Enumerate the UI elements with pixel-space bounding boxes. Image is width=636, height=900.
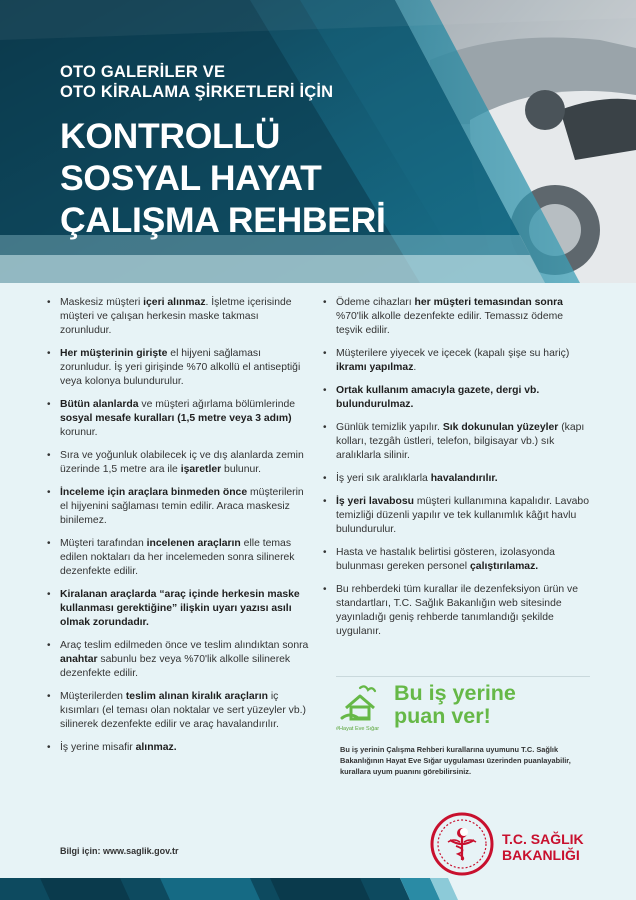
rule-text: Müşterilere yiyecek ve içecek (kapalı şişe su hariç) [336,348,570,359]
rule-text: Müşteri tarafından [60,538,147,549]
campaign-description: Bu iş yerinin Çalışma Rehberi kurallarına uyumunu T.C. Sağlık Bakanlığının Hayat Eve Sığar uygulaması üzerinden puanlayabilir, kurallara uyum puanını görebilirsiniz. [340,745,571,776]
rule-item [46,537,312,579]
rule-item [46,486,312,528]
rule-text: Hasta ve hastalık belirtisi gösteren, izolasyonda bulunması gereken personel [336,547,555,572]
campaign-header [336,676,590,732]
bullet-icon: • [47,640,51,651]
rule-item [322,583,592,639]
rule-text-bold: İnceleme için araçlara binmeden önce [60,487,248,498]
rule-text-bold: Her müşterinin girişte [60,348,168,359]
ministry-name-line-1: T.C. SAĞLIK [502,831,584,847]
rule-text-bold: içeri alınmaz [143,297,206,308]
header-text-block [60,62,440,241]
rule-text: (kapı kolları, tezgâh üstleri, telefon, bilgisayar vb.) sık aralıklarla silinir. [336,422,585,461]
rule-text-bold: ikramı yapılmaz [336,362,414,373]
logo-caption: #Hayat Eve Sığar [336,726,380,732]
rule-item [322,347,592,375]
bullet-icon: • [47,348,51,359]
rule-text-bold: her müşteri temasından sonra [414,297,563,308]
bullet-icon: • [323,385,327,396]
bullet-icon: • [323,473,327,484]
title-line-3: ÇALIŞMA REHBERİ [60,200,386,240]
rule-text-bold: alınmaz. [135,742,177,753]
rule-text: Araç teslim edilmeden önce ve teslim alındıktan sonra [60,640,309,651]
rule-text-bold: sosyal mesafe kuralları (1,5 metre veya 3 adım) [60,413,292,424]
campaign-slogan [394,682,516,728]
rule-text: . [413,362,417,373]
bullet-icon: • [47,487,51,498]
bullet-icon: • [47,297,51,308]
rule-text-bold: anahtar [60,654,98,665]
rule-text: . İşletme içerisinde müşteri ve çalışan herkesin maske takması zorunludur. [60,297,292,336]
rule-item [322,421,592,463]
rule-text: sabunlu bez veya %70'lik alkolle silinerek dezenfekte edilir. [60,654,291,679]
ministry-name-line-2: BAKANLIĞI [502,847,580,863]
bullet-icon: • [47,691,51,702]
rule-text: bulunur. [221,464,262,475]
subtitle-line-1: OTO GALERİLER VE [60,63,226,81]
rule-text: ve müşteri ağırlama bölümlerinde [138,399,296,410]
rule-text: Sıra ve yoğunluk olabilecek iç ve dış alanlarda zemin üzerinde 1,5 metre ara ile [60,450,304,475]
rule-text: iç kısımları (el teması olan noktalar ve sert yüzeyler vb.) silinerek dezenfekte edilir ve araç havalandırılır. [60,691,306,730]
rule-item [46,296,312,338]
bullet-icon: • [323,348,327,359]
slogan-line-1: Bu iş yerine [394,681,516,705]
rule-text-bold: Ortak kullanım amacıyla gazete, dergi vb. bulundurulmaz. [336,385,540,410]
rule-text-bold: Bütün alanlarda [60,399,139,410]
rule-text: müşterilerin el hijyenini sağlaması temin edilir. Araca maskesiz binilemez. [60,487,304,526]
bullet-icon: • [323,584,327,595]
rule-text-bold: Sık dokunulan yüzeyler [442,422,559,433]
rules-right-column [322,296,592,648]
rating-campaign-box [336,676,590,777]
bullet-icon: • [323,547,327,558]
bullet-icon: • [47,742,51,753]
bullet-icon: • [47,589,51,600]
rules-left-column [46,296,312,764]
footer-decorative-stripes [0,878,636,900]
rule-text: İş yerine misafir [60,742,136,753]
info-website-link[interactable]: Bilgi için: www.saglik.gov.tr [60,846,179,856]
hayat-eve-sigar-logo-icon [338,682,382,726]
rule-item [46,690,312,732]
rule-text-bold: Kiralanan araçlarda “araç içinde herkesin maske kullanması gerektiğine” ilişkin uyarı yazısı asılı olmak zorundadır. [60,589,300,628]
ministry-name [502,831,612,863]
title-line-1: KONTROLLÜ [60,116,281,156]
bullet-icon: • [323,496,327,507]
rule-text-bold: teslim alınan kiralık araçların [125,691,268,702]
rule-text-bold: incelenen araçların [146,538,241,549]
bullet-icon: • [47,450,51,461]
rule-item [46,741,312,755]
rule-text: Maskesiz müşteri [60,297,144,308]
header-subtitle [60,62,440,102]
rule-text: İş yeri sık aralıklarla [336,473,431,484]
poster-header [0,0,636,283]
rule-item [46,449,312,477]
bullet-icon: • [47,399,51,410]
rule-item [322,495,592,537]
bullet-icon: • [323,297,327,308]
page-title [60,115,440,241]
slogan-line-2: puan ver! [394,704,491,728]
rule-item [46,398,312,440]
subtitle-line-2: OTO KİRALAMA ŞİRKETLERİ İÇİN [60,83,334,101]
rule-item [46,347,312,389]
rule-item [46,639,312,681]
rule-text: el hijyeni sağlaması zorunludur. İş yeri girişinde %70 alkollü el antiseptiği veya kolonya bulundurulur. [60,348,301,387]
rule-item [46,588,312,630]
rule-text-bold: çalıştırılamaz. [470,561,539,572]
rule-item [322,472,592,486]
rule-item [322,384,592,412]
rule-text-bold: işaretler [180,464,222,475]
rule-text: elle temas edilen noktaları da her incelemeden sonra silinerek dezenfekte edilir. [60,538,295,577]
rule-text: müşteri kullanımına kapalıdır. Lavabo temizliği düzenli yapılır ve tek kullanımlık kâğıt havlu bulundurulur. [336,496,589,535]
bullet-icon: • [323,422,327,433]
rule-text-bold: havalandırılır. [430,473,498,484]
rule-text-bold: İş yeri lavabosu [336,496,414,507]
rule-text: Ödeme cihazları [336,297,415,308]
rule-text: Günlük temizlik yapılır. [336,422,443,433]
rule-item [322,546,592,574]
ministry-emblem-icon [430,812,494,876]
rule-text: Müşterilerden [60,691,126,702]
rule-item [322,296,592,338]
title-line-2: SOSYAL HAYAT [60,158,322,198]
rule-text: Bu rehberdeki tüm kurallar ile dezenfeksiyon ürün ve standartları, T.C. Sağlık Bakanlığın web sitesinde yayınladığı geniş rehberde tanımlandığı şekilde uygulanır. [336,584,578,637]
bullet-icon: • [47,538,51,549]
rule-text: %70'lik alkolle dezenfekte edilir. Temassız ödeme teşvik edilir. [336,311,564,336]
rule-text: korunur. [60,427,98,438]
